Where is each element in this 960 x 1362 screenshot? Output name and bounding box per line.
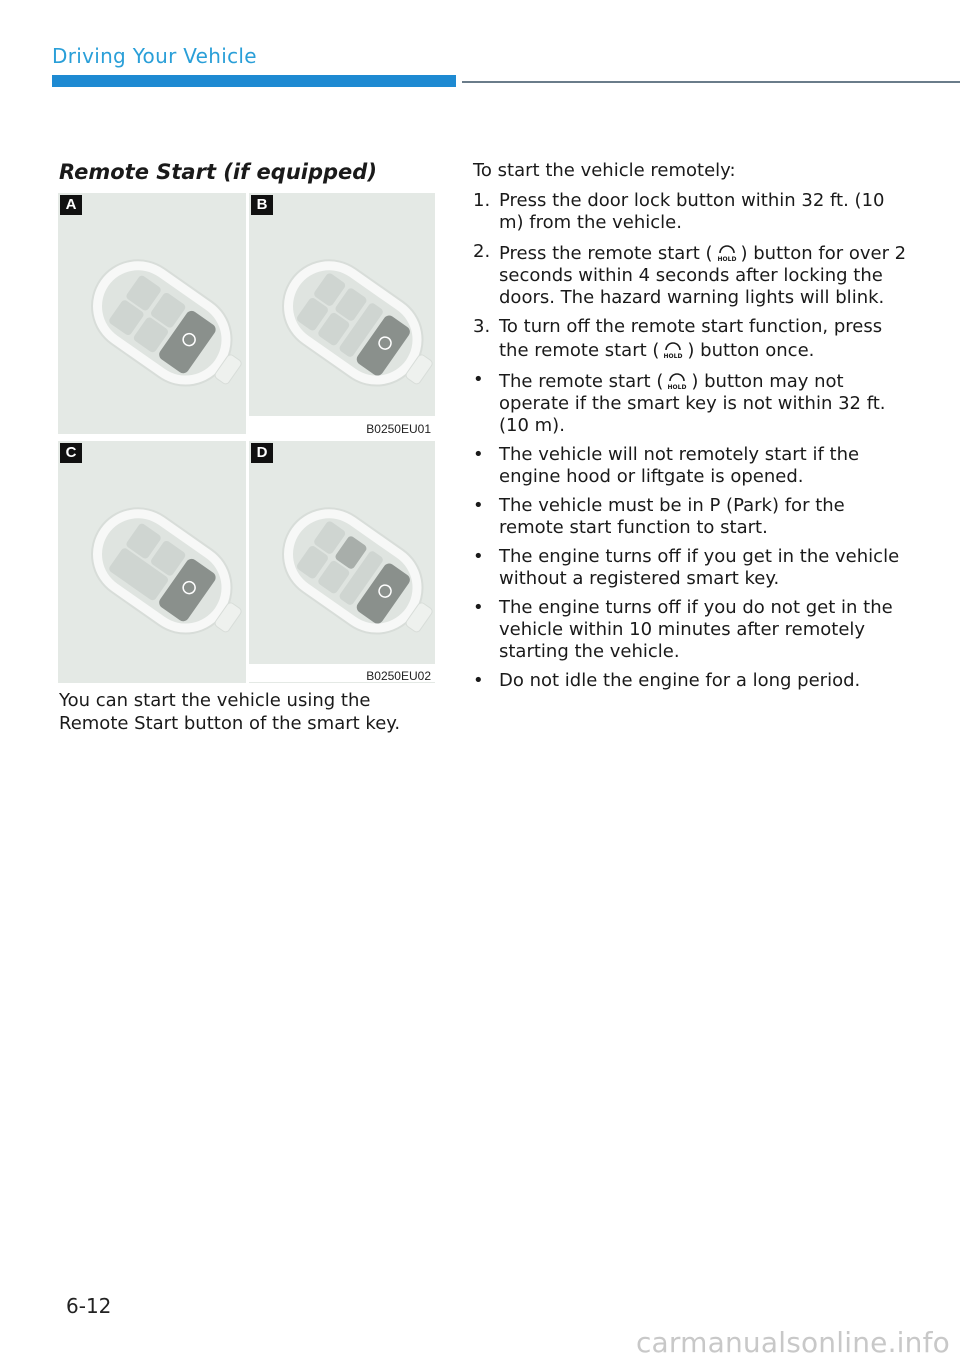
step-item — [473, 190, 913, 234]
smart-key-figure — [58, 193, 435, 683]
bullet-dot-icon: • — [473, 369, 484, 390]
step-text: ) button for over 2 seconds within 4 seconds after locking the doors. The hazard warning lights will blink. — [499, 243, 907, 308]
bullet-item — [473, 495, 913, 539]
bullet-item — [473, 670, 913, 692]
bullet-dot-icon: • — [473, 670, 484, 691]
header-rule — [462, 81, 960, 83]
remote-start-hold-icon — [713, 241, 741, 263]
bullet-text: ) button may not operate if the smart key is not within 32 ft. (10 m). — [499, 371, 886, 436]
remote-start-hold-icon — [663, 369, 691, 391]
bullet-text: Do not idle the engine for a long period. — [499, 670, 861, 691]
bullet-item — [473, 444, 913, 488]
instructions-column — [473, 160, 913, 699]
bullet-item — [473, 546, 913, 590]
bullet-dot-icon: • — [473, 444, 484, 465]
instructions-lead: To start the vehicle remotely: — [473, 160, 736, 181]
key-panel-c — [58, 441, 246, 683]
step-number: 1. — [473, 190, 491, 211]
bullet-dot-icon: • — [473, 495, 484, 516]
step-number: 2. — [473, 241, 491, 262]
panel-label-a: A — [60, 195, 82, 215]
hold-label: HOLD — [663, 353, 683, 360]
header-bar — [52, 75, 456, 87]
step-item — [473, 316, 913, 362]
step-text: Press the door lock button within 32 ft. (10 m) from the vehicle. — [499, 190, 885, 233]
step-text: Press the remote start ( — [499, 243, 713, 264]
panel-label-b: B — [251, 195, 273, 215]
step-number: 3. — [473, 316, 491, 337]
page-heading: Remote Start (if equipped) — [59, 160, 377, 184]
page-number: 6-12 — [66, 1294, 112, 1318]
bullet-text: The vehicle will not remotely start if the engine hood or liftgate is opened. — [499, 444, 860, 487]
bullet-text: The vehicle must be in P (Park) for the remote start function to start. — [499, 495, 845, 538]
key-panel-a — [58, 193, 246, 434]
bullet-text: The engine turns off if you do not get in the vehicle within 10 minutes after remotely starting the vehicle. — [499, 597, 893, 662]
key-panel-d — [249, 441, 435, 683]
hold-label: HOLD — [717, 256, 736, 263]
bullet-text: The engine turns off if you get in the vehicle without a registered smart key. — [499, 546, 900, 589]
step-text: ) button once. — [687, 340, 815, 361]
figure-caption: B0250EU02 — [366, 669, 431, 683]
intro-paragraph: You can start the vehicle using the Remote Start button of the smart key. — [59, 690, 401, 734]
step-item — [473, 241, 913, 309]
hold-label: HOLD — [667, 384, 687, 391]
bullet-text: The remote start ( — [499, 371, 664, 392]
section-title: Driving Your Vehicle — [52, 44, 257, 68]
bullet-item — [473, 369, 913, 437]
bullet-item — [473, 597, 913, 663]
bullet-dot-icon: • — [473, 546, 484, 567]
panel-label-d: D — [251, 443, 273, 463]
figure-caption: B0250EU01 — [366, 422, 431, 436]
key-panel-b — [249, 193, 435, 434]
step-text: To turn off the remote start function, press the remote start ( — [499, 316, 883, 361]
remote-start-hold-icon — [659, 338, 687, 360]
panel-label-c: C — [60, 443, 82, 463]
bullet-dot-icon: • — [473, 597, 484, 618]
watermark: carmanualsonline.info — [635, 1326, 950, 1359]
